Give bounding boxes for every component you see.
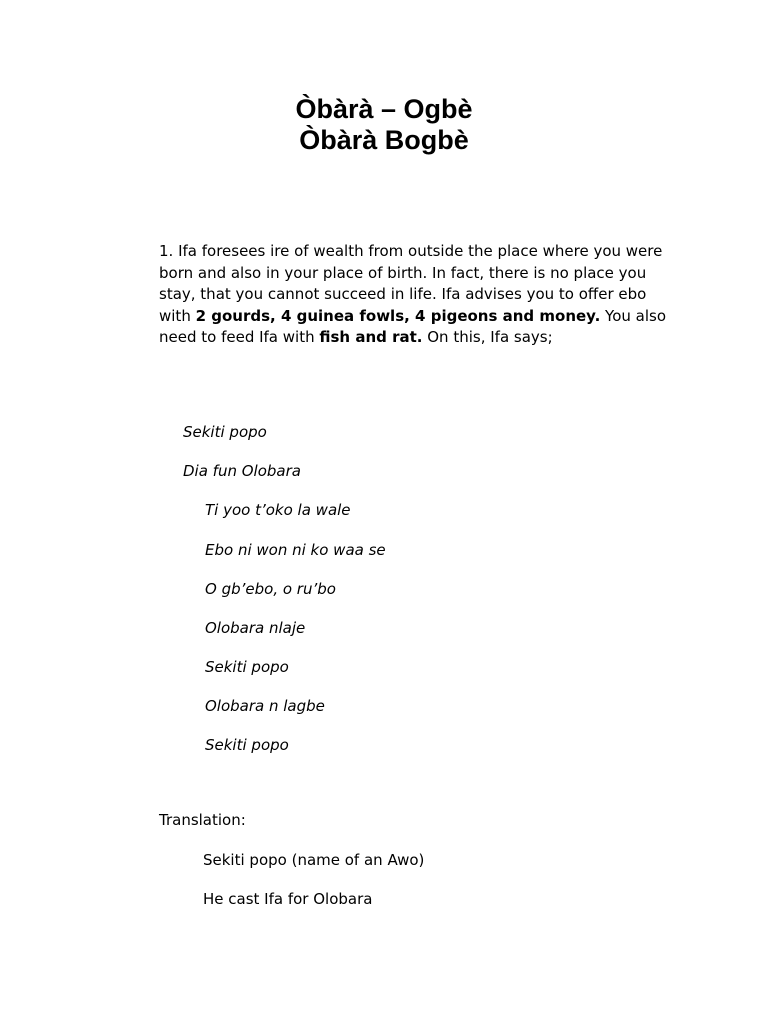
verse-line: Ti yoo t’oko la wale xyxy=(205,501,351,519)
translation-line: Sekiti popo (name of an Awo) xyxy=(203,851,425,869)
page-title-line-1: Òbàrà – Ogbè xyxy=(295,94,473,124)
paragraph-text-3: On this, Ifa says; xyxy=(422,328,553,346)
translation-line: He cast Ifa for Olobara xyxy=(203,890,373,908)
paragraph-text-2: You also need to feed Ifa with xyxy=(159,306,667,346)
verse-line: Ebo ni won ni ko waa se xyxy=(205,541,386,559)
verse-line: Olobara n lagbe xyxy=(205,697,325,715)
translation-label: Translation: xyxy=(159,811,246,829)
verse-line: Olobara nlaje xyxy=(205,619,306,637)
paragraph-text-1: 1. Ifa foresees ire of wealth from outside the place where you were born and also in your place of birth. In fact, there is no place you stay, that you cannot succeed in life. Ifa advises you to offer ebo with xyxy=(159,242,663,325)
verse-line: Sekiti popo xyxy=(183,423,267,441)
verse-line: Dia fun Olobara xyxy=(183,462,301,480)
verse-line: O gb’ebo, o ru’bo xyxy=(205,580,336,598)
paragraph-bold-1: 2 gourds, 4 guinea fowls, 4 pigeons and money. xyxy=(195,306,601,325)
verse-line: Sekiti popo xyxy=(205,736,289,754)
paragraph-bold-2: fish and rat. xyxy=(319,328,423,346)
verse-line: Sekiti popo xyxy=(205,658,289,676)
intro-paragraph xyxy=(159,241,679,349)
page-title-line-2: Òbàrà Bogbè xyxy=(299,125,469,155)
